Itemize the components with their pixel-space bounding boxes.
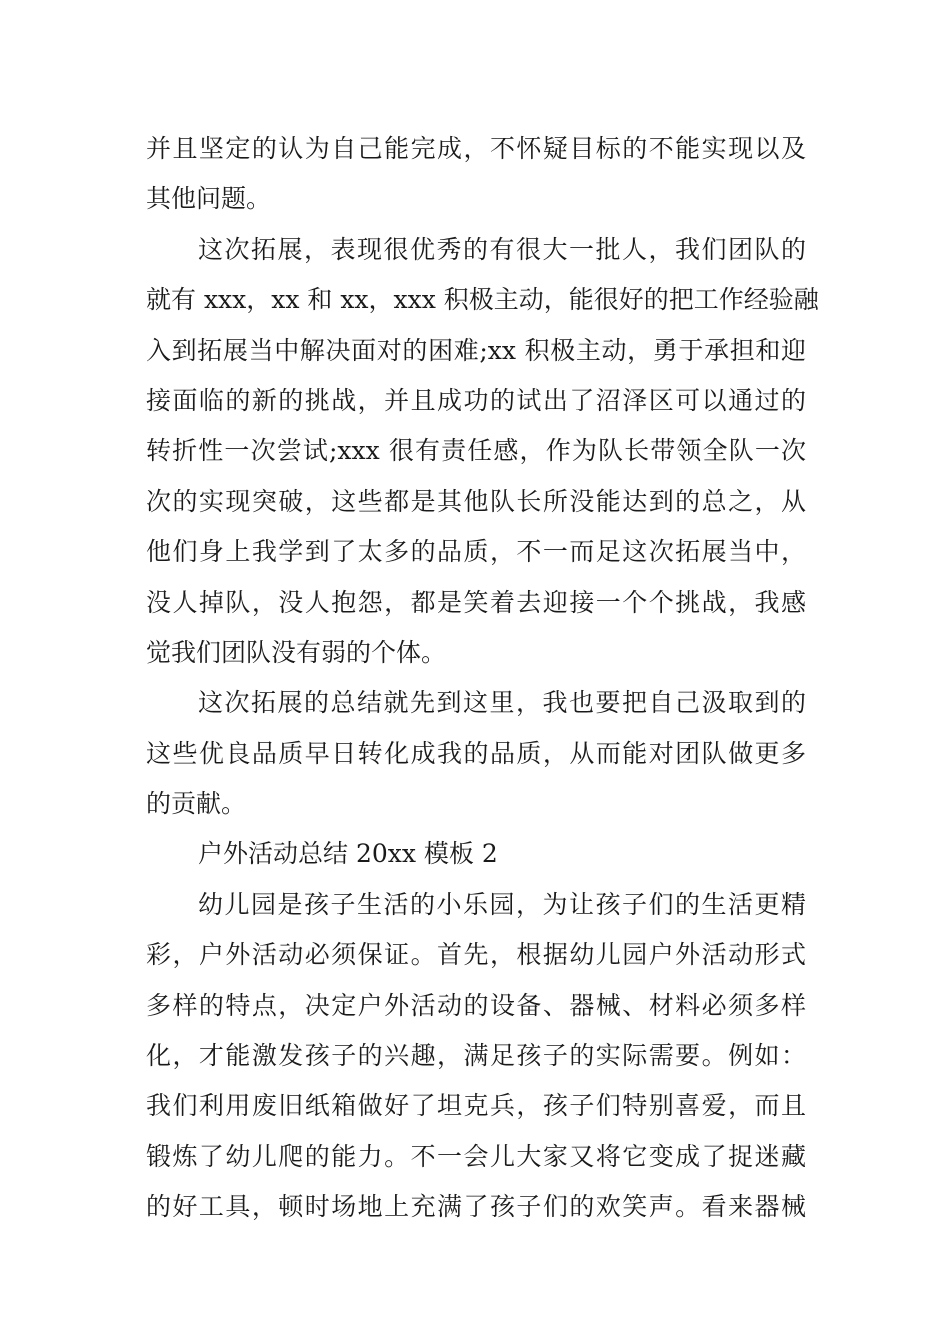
text-line: 这次拓展，表现很优秀的有很大一批人，我们团队的: [198, 234, 806, 264]
text-line: 觉我们团队没有弱的个体。: [146, 637, 447, 667]
text-line: 没人掉队，没人抱怨，都是笑着去迎接一个个挑战，我感: [146, 587, 806, 617]
text-line: 入到拓展当中解决面对的困难;xx 积极主动，勇于承担和迎: [146, 335, 806, 365]
text-line: 化，才能激发孩子的兴趣，满足孩子的实际需要。例如：: [146, 1041, 806, 1071]
text-line: 彩，户外活动必须保证。首先，根据幼儿园户外活动形式: [146, 940, 806, 970]
text-line: 这些优良品质早日转化成我的品质，从而能对团队做更多: [146, 738, 806, 768]
paragraph: [146, 678, 806, 829]
text-line: 其他问题。: [146, 184, 272, 214]
text-line: 次的实现突破，这些都是其他队长所没能达到的总之，从: [146, 486, 806, 516]
text-line: 我们利用废旧纸箱做好了坦克兵，孩子们特别喜爱，而且: [146, 1091, 806, 1121]
text-line: 的贡献。: [146, 789, 247, 819]
text-line: 多样的特点，决定户外活动的设备、器械、材料必须多样: [146, 990, 806, 1020]
text-line: 接面临的新的挑战，并且成功的试出了沼泽区可以通过的: [146, 385, 806, 415]
text-line: 锻炼了幼儿爬的能力。不一会儿大家又将它变成了捉迷藏: [146, 1141, 806, 1171]
text-line: 这次拓展的总结就先到这里，我也要把自己汲取到的: [198, 688, 806, 718]
paragraph: [146, 880, 806, 1233]
paragraph: [146, 225, 819, 679]
heading-text: 户外活动总结 20xx 模板 2: [198, 839, 498, 869]
text-line: 就有 xxx，xx 和 xx，xxx 积极主动，能很好的把工作经验融: [146, 285, 819, 315]
text-line: 并且坚定的认为自己能完成，不怀疑目标的不能实现以及: [146, 134, 806, 163]
text-line: 转折性一次尝试;xxx 很有责任感，作为队长带领全队一次: [146, 436, 806, 466]
section-heading: [146, 829, 806, 879]
text-line: 他们身上我学到了太多的品质，不一而足这次拓展当中，: [146, 537, 806, 567]
document-page: [146, 124, 819, 1233]
text-line: 的好工具，顿时场地上充满了孩子们的欢笑声。看来器械: [146, 1192, 806, 1222]
text-line: 幼儿园是孩子生活的小乐园，为让孩子们的生活更精: [198, 889, 806, 919]
paragraph: [146, 124, 806, 225]
